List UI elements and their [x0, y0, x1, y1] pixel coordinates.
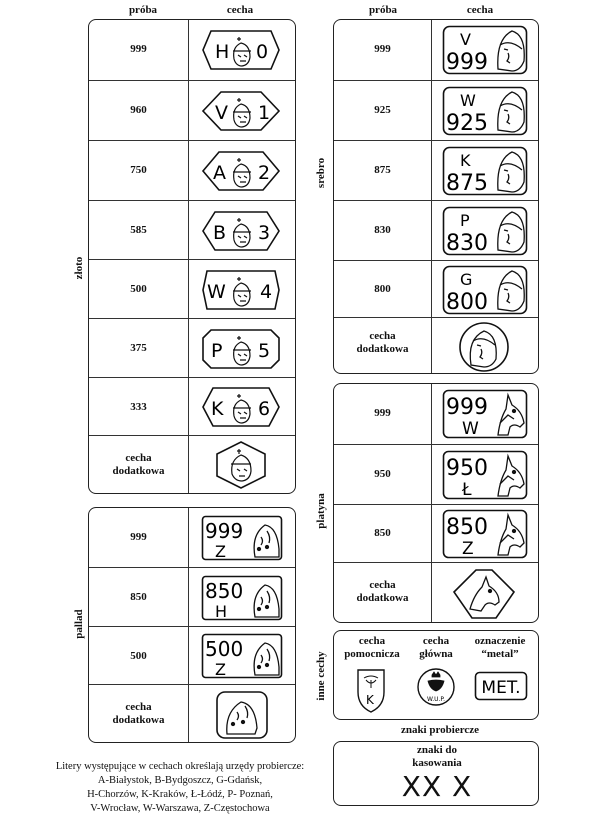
silver-mark — [442, 206, 528, 256]
proba-value: 875 — [374, 164, 391, 176]
platyna-row — [334, 504, 538, 562]
mark-text: MET. — [481, 678, 521, 698]
horse-head-icon — [498, 515, 524, 555]
mark-number: 850 — [446, 515, 488, 540]
inne-cechy-label: inne cechy — [315, 651, 327, 701]
mark-letter: W — [462, 419, 479, 439]
zloto-panel — [88, 19, 296, 494]
horse-head-icon — [498, 395, 524, 435]
zloto-row — [89, 377, 295, 435]
proba-value: 960 — [130, 104, 147, 116]
srebro-row — [334, 80, 538, 140]
pallad-row — [89, 567, 295, 626]
proba-value: 375 — [130, 342, 147, 354]
pallad-mark — [201, 575, 283, 621]
mark-letter: K — [211, 398, 224, 420]
mark-number: 800 — [446, 290, 488, 315]
mark-letter: K — [366, 693, 374, 707]
hexagon-head-mark — [213, 440, 269, 490]
header-proba-right: próba — [368, 4, 398, 16]
proba-value: 999 — [130, 43, 147, 55]
gold-head-mark — [201, 269, 281, 311]
woman-head-icon — [498, 31, 524, 71]
eagle-icon — [364, 676, 378, 688]
srebro-label: srebro — [315, 157, 327, 189]
mark-letter: W — [207, 281, 226, 303]
pallad-mark — [201, 515, 283, 561]
proba-value: 500 — [130, 650, 147, 662]
zloto-row — [89, 80, 295, 140]
mark-letter: P — [211, 340, 223, 362]
extra-label: cecha dodatkowa — [356, 330, 409, 355]
platyna-row — [334, 444, 538, 504]
helmet-head-icon — [233, 158, 251, 187]
mark-number: 1 — [258, 102, 271, 124]
srebro-extra-row — [334, 317, 538, 374]
gold-head-mark — [201, 150, 281, 192]
mark-letter: H — [215, 602, 228, 621]
inne-cechy-panel — [333, 630, 539, 720]
woman-head-icon — [498, 92, 524, 132]
gold-head-mark — [201, 210, 281, 252]
oznaczenie-metal-label: oznaczenie “metal” — [474, 635, 526, 660]
pallad-extra-mark — [215, 690, 269, 740]
athena-head-icon — [254, 643, 279, 675]
kasowanie-marks: XX X — [401, 770, 473, 803]
proba-value: 850 — [130, 591, 147, 603]
znaki-probiercze-caption: znaki probiercze — [400, 724, 480, 736]
mark-letter: Z — [215, 542, 226, 561]
mark-letter: A — [213, 162, 226, 184]
woman-head-icon — [498, 212, 524, 252]
mark-letter: Z — [462, 539, 474, 559]
kasowanie-panel — [333, 741, 539, 806]
athena-head-icon — [227, 702, 257, 734]
zloto-label: złoto — [73, 256, 85, 280]
platyna-row — [334, 384, 538, 444]
woman-head-icon — [498, 152, 524, 192]
helmet-head-icon — [233, 37, 251, 66]
helmet-head-icon — [233, 277, 251, 306]
mark-number: 0 — [256, 41, 269, 63]
gold-head-mark — [201, 386, 281, 428]
proba-value: 500 — [130, 283, 147, 295]
zloto-row — [89, 20, 295, 80]
gold-head-mark — [201, 29, 281, 71]
proba-value: 925 — [374, 104, 391, 116]
footnote: Litery występujące w cechach określają urzędy probiercze: A-Białystok, B-Bydgoszcz, G-Gdańsk, H-Chorzów, K-Kraków, Ł-Łódź, P- Poznań, V-Wrocław, W-Warszawa, Z-Częstochowa — [55, 761, 305, 814]
mark-number: 830 — [446, 231, 488, 256]
extra-label: cecha dodatkowa — [112, 701, 165, 726]
mark-text: W.U.P. — [426, 696, 446, 703]
met-mark — [474, 671, 528, 701]
proba-value: 830 — [374, 224, 391, 236]
platinum-extra-mark — [452, 567, 516, 621]
pallad-label: pallad — [73, 609, 85, 639]
mark-number: 4 — [260, 281, 273, 303]
srebro-row — [334, 260, 538, 317]
mark-letter: P — [460, 211, 470, 230]
mark-letter: B — [213, 222, 227, 244]
kasowanie-label: znaki do kasowania — [412, 744, 462, 769]
platinum-mark — [442, 509, 528, 559]
srebro-row — [334, 200, 538, 260]
header-cecha-right: cecha — [466, 4, 494, 16]
shield-k-mark — [356, 668, 386, 714]
mark-letter: W — [460, 91, 476, 110]
proba-value: 950 — [374, 468, 391, 480]
proba-value: 585 — [130, 224, 147, 236]
mark-number: 3 — [258, 222, 271, 244]
header-cecha-left: cecha — [226, 4, 254, 16]
proba-value: 750 — [130, 164, 147, 176]
zloto-row — [89, 318, 295, 377]
mark-letter: Z — [215, 660, 226, 679]
mark-letter: G — [460, 270, 473, 289]
helmet-head-icon — [233, 336, 251, 365]
proba-value: 850 — [374, 527, 391, 539]
helmet-head-icon — [233, 98, 251, 127]
woman-head-icon — [498, 271, 524, 311]
crowned-eagle-icon — [428, 672, 444, 691]
pallad-panel — [88, 507, 296, 743]
header-proba-left: próba — [128, 4, 158, 16]
horse-head-icon — [470, 577, 499, 611]
cecha-glowna-label: cecha główna — [419, 635, 453, 660]
proba-value: 999 — [374, 407, 391, 419]
srebro-row — [334, 140, 538, 200]
srebro-row — [334, 20, 538, 80]
zloto-extra-row — [89, 435, 295, 494]
mark-number: 999 — [446, 395, 488, 420]
mark-letter: V — [460, 30, 471, 49]
mark-letter: V — [215, 102, 228, 124]
proba-value: 333 — [130, 401, 147, 413]
mark-letter: K — [460, 151, 471, 170]
zloto-row — [89, 200, 295, 259]
mark-letter: H — [215, 41, 230, 63]
extra-label: cecha dodatkowa — [112, 452, 165, 477]
pallad-row — [89, 626, 295, 684]
gold-head-mark — [201, 328, 281, 370]
athena-head-icon — [254, 585, 279, 617]
mark-letter: Ł — [462, 480, 472, 500]
mark-number: 950 — [446, 456, 488, 481]
silver-mark — [442, 25, 528, 75]
woman-head-icon — [470, 331, 496, 367]
helmet-head-icon — [231, 449, 251, 481]
silver-mark — [442, 86, 528, 136]
extra-label: cecha dodatkowa — [356, 579, 409, 604]
proba-value: 800 — [374, 283, 391, 295]
platinum-mark — [442, 389, 528, 439]
mark-number: 850 — [205, 579, 244, 603]
platinum-mark — [442, 450, 528, 500]
athena-head-icon — [254, 525, 279, 557]
mark-number: 925 — [446, 111, 488, 136]
platyna-label: platyna — [315, 493, 327, 529]
silver-mark — [442, 265, 528, 315]
mark-number: 999 — [446, 50, 488, 75]
mark-number: 875 — [446, 171, 488, 196]
gold-head-mark — [201, 90, 281, 132]
horse-head-icon — [498, 456, 524, 496]
zloto-row — [89, 140, 295, 200]
cecha-pomocnicza-label: cecha pomocnicza — [344, 635, 400, 660]
mark-number: 500 — [205, 637, 244, 661]
helmet-head-icon — [233, 394, 251, 423]
zloto-row — [89, 259, 295, 318]
mark-number: 5 — [258, 340, 271, 362]
mark-number: 999 — [205, 519, 244, 543]
pallad-mark — [201, 633, 283, 679]
circle-head-mark — [457, 321, 511, 373]
helmet-head-icon — [233, 218, 251, 247]
pallad-extra-row — [89, 684, 295, 743]
platyna-panel — [333, 383, 539, 623]
platyna-extra-row — [334, 562, 538, 623]
proba-value: 999 — [130, 531, 147, 543]
srebro-panel — [333, 19, 539, 374]
mark-number: 6 — [258, 398, 271, 420]
silver-mark — [442, 146, 528, 196]
pallad-row — [89, 508, 295, 567]
proba-value: 999 — [374, 43, 391, 55]
wup-eagle-mark — [416, 667, 456, 707]
mark-number: 2 — [258, 162, 271, 184]
